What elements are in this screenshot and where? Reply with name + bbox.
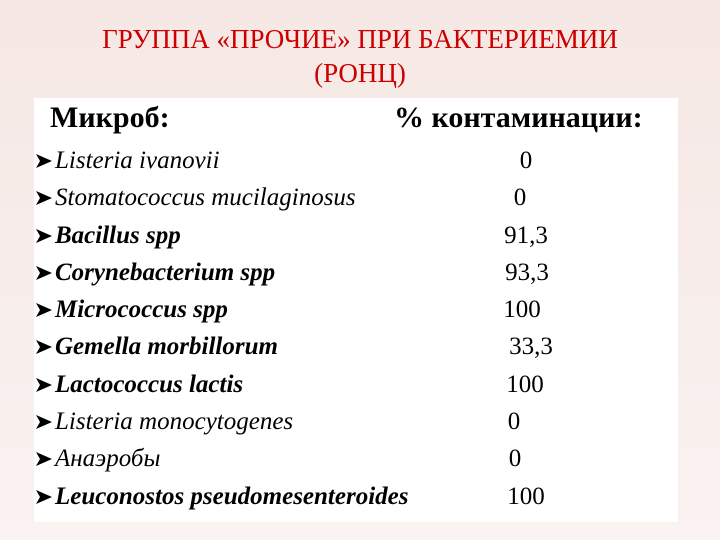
microbe-name: Micrococcus spp [55,296,228,324]
contamination-value: 0 [519,147,533,174]
arrowhead-bullet-icon [34,487,54,507]
microbe-name: Stomatococcus mucilaginosus [55,184,356,212]
microbe-name: Gemella morbillorum [55,333,278,361]
arrowhead-bullet-icon [34,449,54,469]
arrowhead-bullet-icon [34,188,54,208]
contamination-value: 0 [507,408,521,436]
microbe-name: Анаэробы [55,445,161,473]
contamination-value: 0 [513,184,527,212]
microbe-name: Listeria ivanovii [55,147,220,174]
microbe-name: Corynebacterium spp [55,258,276,286]
microbe-name: Leuconostos pseudomesenteroides [55,482,409,510]
microbe-list [34,146,634,519]
list-item [34,258,634,295]
contamination-value: 100 [507,482,545,510]
list-item [34,332,634,369]
list-item [34,370,634,407]
list-item [34,183,634,220]
contamination-value: 33,3 [509,333,553,361]
arrowhead-bullet-icon [34,300,54,320]
arrowhead-bullet-icon [34,412,54,432]
arrowhead-bullet-icon [34,337,54,357]
contamination-value: 91,3 [504,221,548,249]
slide-title [0,22,720,90]
microbe-column-header: Микроб: [50,101,170,134]
list-item [34,444,634,481]
microbe-name: Bacillus spp [55,221,181,249]
microbe-name: Lactococcus lactis [55,370,244,398]
contamination-value: 100 [503,296,541,324]
list-item [34,295,634,332]
list-item [34,407,634,444]
list-item [34,221,634,258]
contamination-column-header: % контаминации: [394,101,643,134]
contamination-value: 0 [508,445,522,473]
title-line-2: (РОНЦ) [314,58,406,88]
arrowhead-bullet-icon [34,151,54,171]
contamination-value: 93,3 [505,258,549,286]
list-item [34,146,634,183]
arrowhead-bullet-icon [34,263,54,283]
arrowhead-bullet-icon [34,226,54,246]
contamination-value: 100 [506,370,544,398]
arrowhead-bullet-icon [34,375,54,395]
list-item [34,482,634,519]
title-line-1: ГРУППА «ПРОЧИЕ» ПРИ БАКТЕРИЕМИИ [102,24,618,54]
microbe-name: Listeria monocytogenes [55,408,294,436]
